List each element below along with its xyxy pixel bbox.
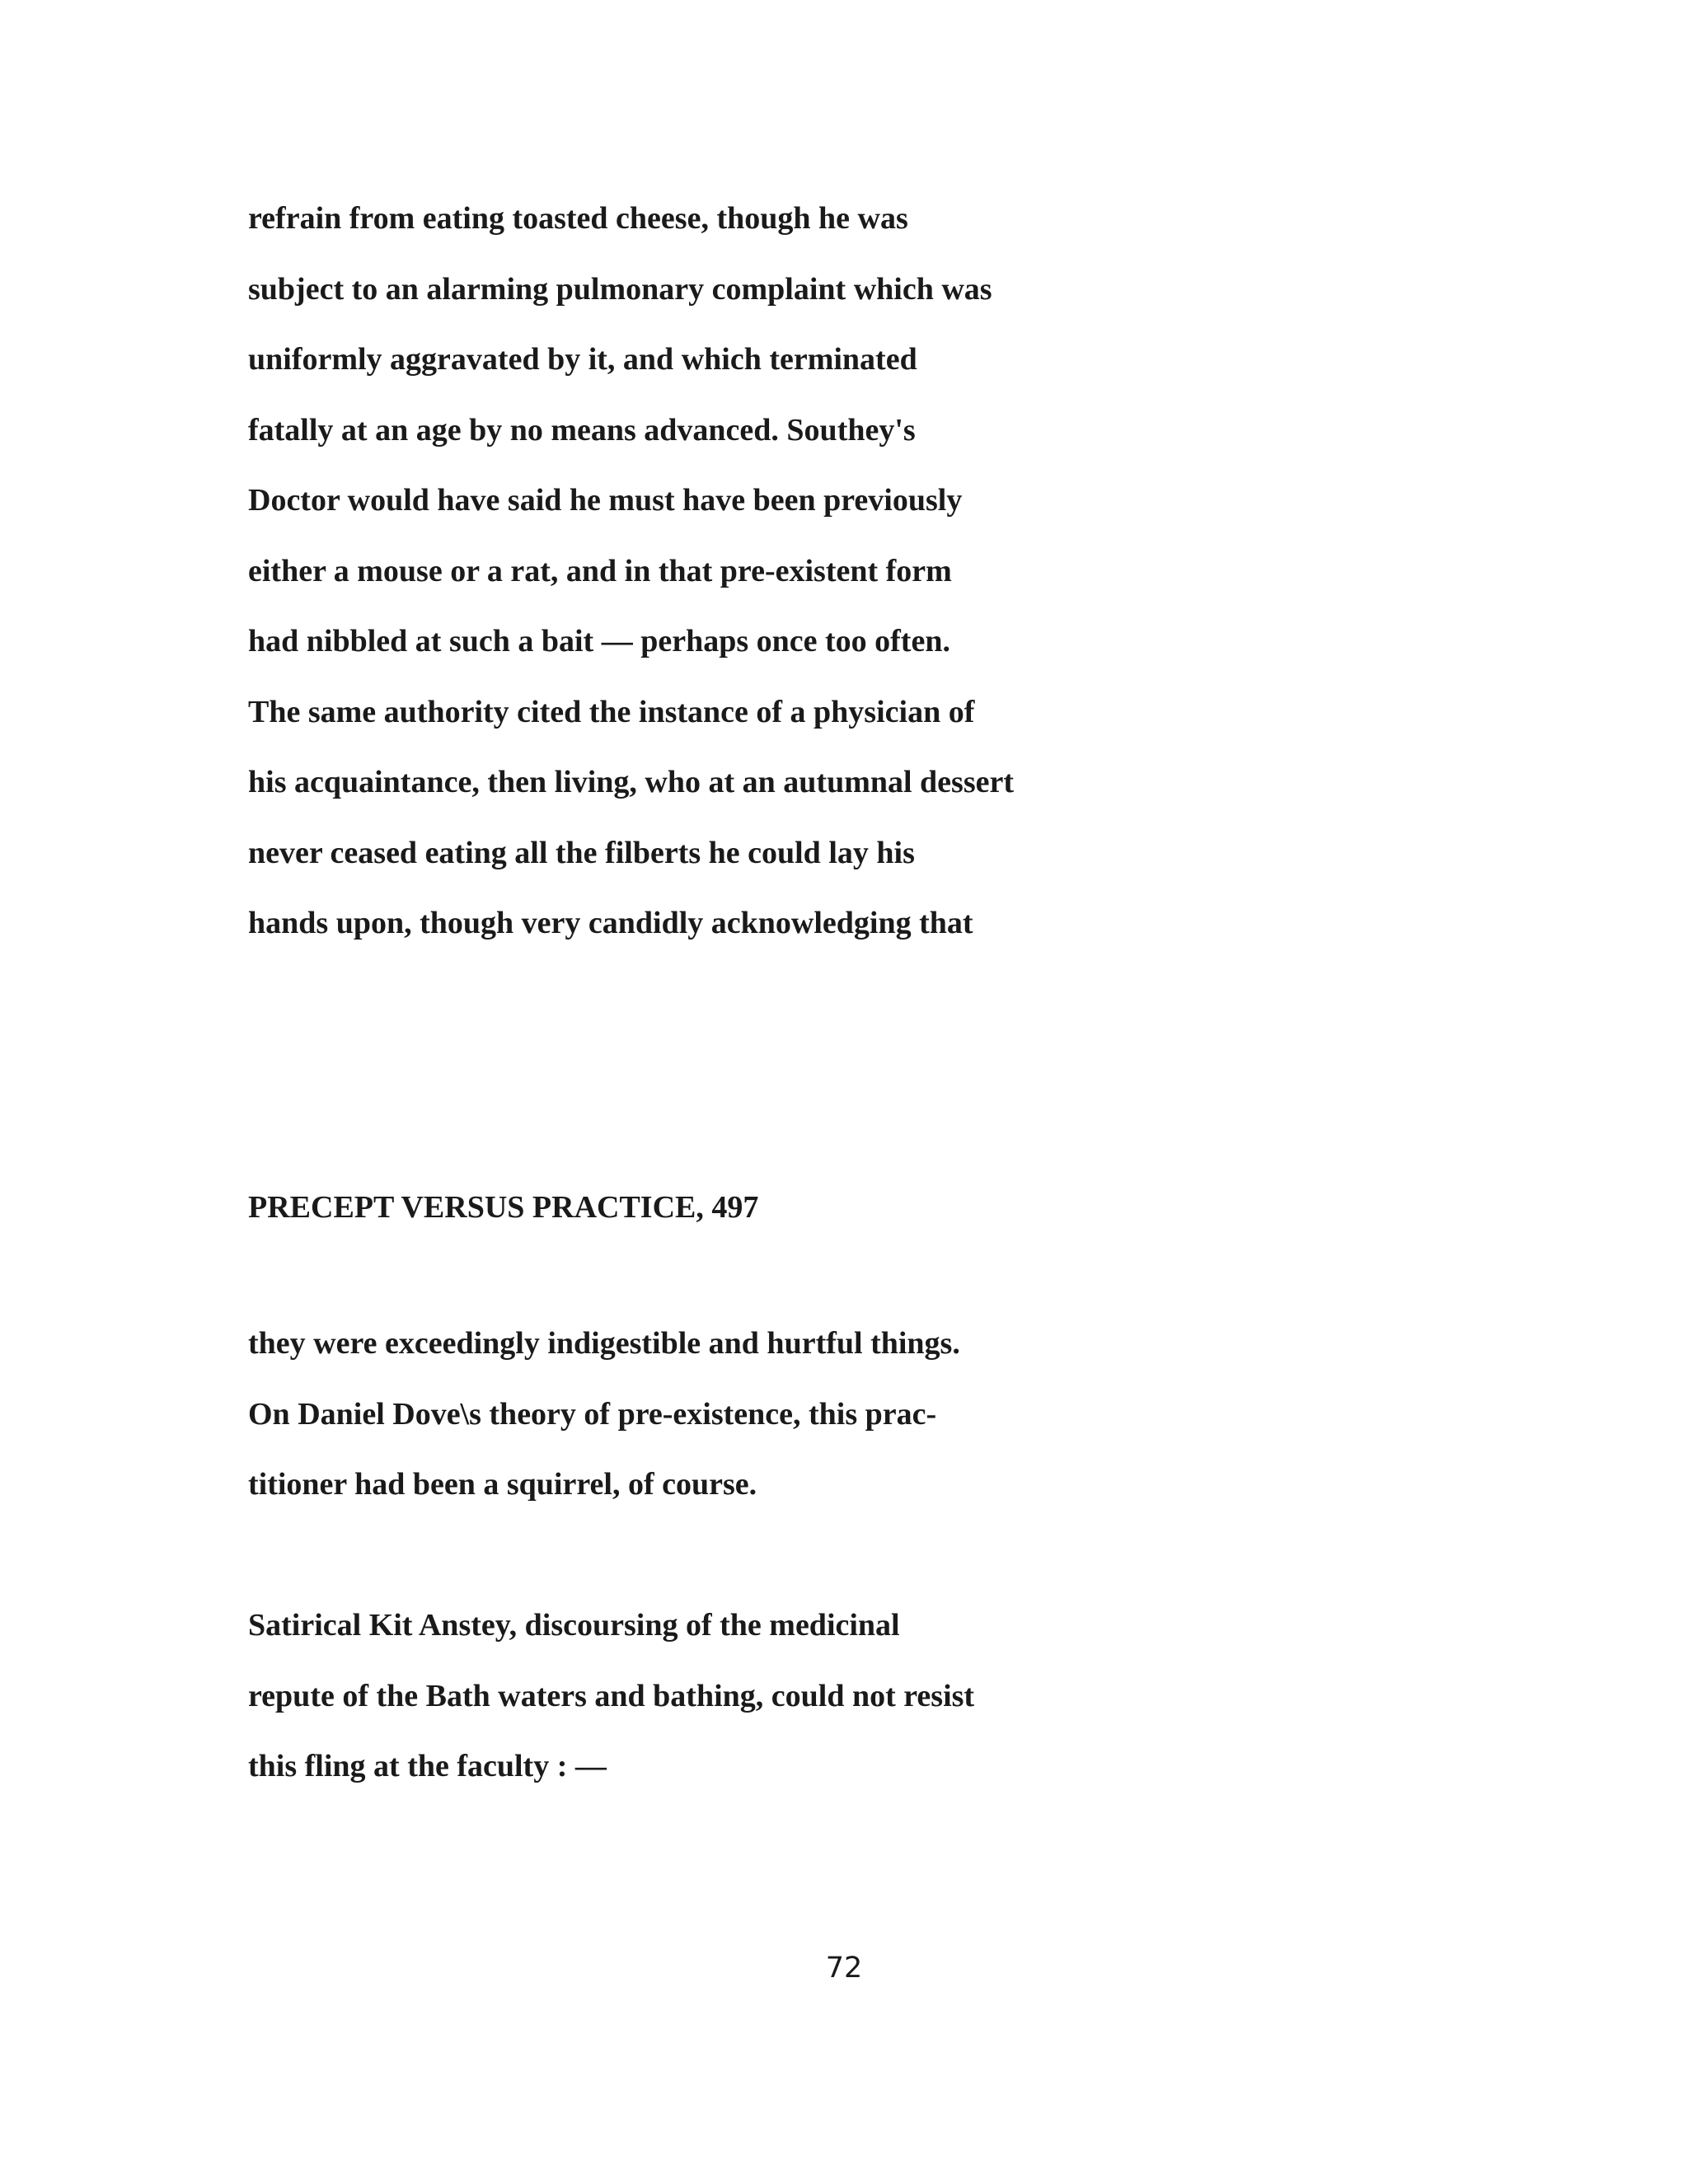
text-line: either a mouse or a rat, and in that pre-existent form: [248, 553, 952, 588]
text-line: The same authority cited the instance of a physician of: [248, 694, 975, 729]
paragraph-continued: [248, 184, 1484, 959]
page-number: 72: [825, 1952, 863, 1985]
text-line: his acquaintance, then living, who at an autumnal dessert: [248, 765, 1015, 799]
text-line: uniformly aggravated by it, and which terminated: [248, 342, 917, 377]
text-line: repute of the Bath waters and bathing, could not resist: [248, 1678, 975, 1713]
text-line: this fling at the faculty : —: [248, 1749, 607, 1783]
text-line: hands upon, though very candidly acknowledging that: [248, 906, 973, 940]
paragraph-continued-next-page: [248, 1309, 1484, 1521]
text-line: titioner had been a squirrel, of course.: [248, 1467, 757, 1502]
text-line: Doctor would have said he must have been previously: [248, 483, 963, 518]
text-line: subject to an alarming pulmonary complaint which was: [248, 271, 992, 307]
text-line: Satirical Kit Anstey, discoursing of the medicinal: [248, 1608, 900, 1643]
text-line: fatally at an age by no means advanced. Southey's: [248, 412, 916, 448]
text-line: they were exceedingly indigestible and hurtful things.: [248, 1326, 960, 1361]
running-head-text: PRECEPT VERSUS PRACTICE, 497: [248, 1190, 759, 1225]
text-line: never ceased eating all the filberts he could lay his: [248, 835, 915, 870]
text-line: refrain from eating toasted cheese, though he was: [248, 201, 908, 236]
running-head: [248, 1173, 1484, 1244]
text-line: had nibbled at such a bait — perhaps once too often.: [248, 624, 950, 658]
text-line: On Daniel Dove\s theory of pre-existence, this prac-: [248, 1396, 937, 1432]
paragraph-anstey: [248, 1591, 1484, 1802]
